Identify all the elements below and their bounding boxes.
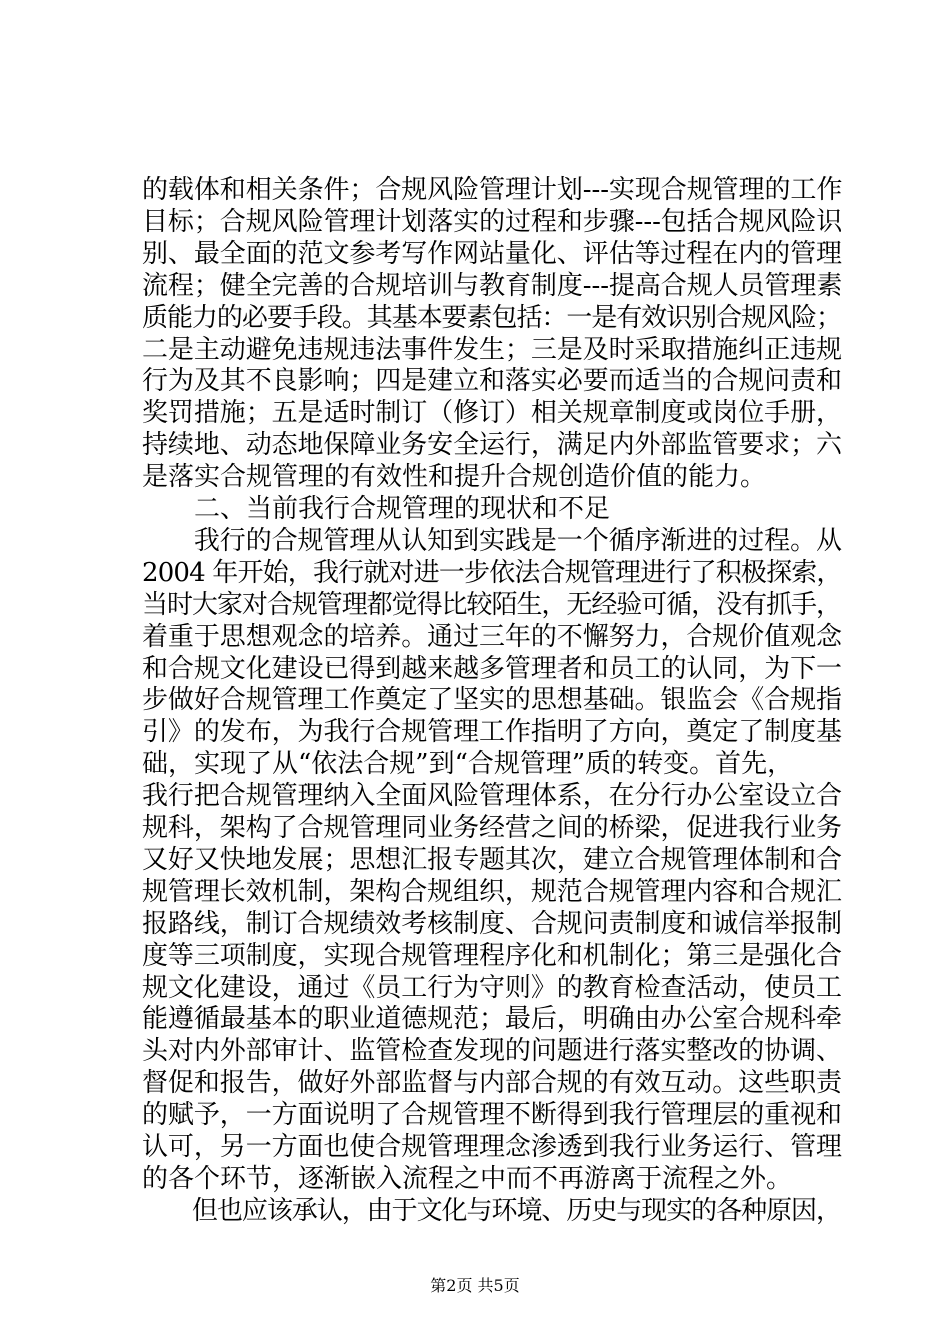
text-line: 规管理长效机制，架构合规组织，规范合规管理内容和合规汇 xyxy=(142,876,842,907)
text-line: 奖罚措施；五是适时制订（修订）相关规章制度或岗位手册， xyxy=(142,398,842,429)
text-line: 础，实现了从“依法合规”到“合规管理”质的转变。首先， xyxy=(142,749,794,780)
text-line: 的载体和相关条件；合规风险管理计划---实现合规管理的工作 xyxy=(142,175,842,205)
text-line: 别、最全面的范文参考写作网站量化、评估等过程在内的管理 xyxy=(142,238,842,269)
text-line: 规科，架构了合规管理同业务经营之间的桥梁，促进我行业务 xyxy=(142,813,842,843)
text-line: 能遵循最基本的职业道德规范；最后，明确由办公室合规科牵 xyxy=(142,1004,842,1035)
text-line: 着重于思想观念的培养。通过三年的不懈努力，合规价值观念 xyxy=(142,621,842,652)
text-line: 认可，另一方面也使合规管理理念渗透到我行业务运行、管理 xyxy=(142,1132,842,1162)
text-line: 又好又快地发展；思想汇报专题其次，建立合规管理体制和合 xyxy=(142,844,842,875)
text-line: 流程；健全完善的合规培训与教育制度---提高合规人员管理素 xyxy=(142,270,842,301)
text-line: 但也应该承认，由于文化与环境、历史与现实的各种原因， xyxy=(142,1195,841,1226)
text-line: 持续地、动态地保障业务安全运行，满足内外部监管要求；六 xyxy=(142,430,842,461)
text-line: 2004 年开始，我行就对进一步依法合规管理进行了积极探索， xyxy=(142,557,842,588)
text-line: 目标；合规风险管理计划落实的过程和步骤---包括合规风险识 xyxy=(142,206,842,237)
text-line: 头对内外部审计、监管检查发现的问题进行落实整改的协调、 xyxy=(142,1036,842,1067)
text-line: 的各个环节，逐渐嵌入流程之中而不再游离于流程之外。 xyxy=(142,1163,793,1194)
text-line: 是落实合规管理的有效性和提升合规创造价值的能力。 xyxy=(142,462,767,493)
page-footer: 第2页 共5页 xyxy=(430,1276,520,1295)
text-line: 当时大家对合规管理都觉得比较陌生，无经验可循，没有抓手， xyxy=(142,589,841,620)
text-line: 质能力的必要手段。其基本要素包括：一是有效识别合规风险； xyxy=(142,302,841,333)
text-line: 引》的发布，为我行合规管理工作指明了方向，奠定了制度基 xyxy=(142,717,842,748)
text-line: 规文化建设，通过《员工行为守则》的教育检查活动，使员工 xyxy=(142,972,842,1003)
text-line: 步做好合规管理工作奠定了坚实的思想基础。银监会《合规指 xyxy=(142,685,842,716)
text-line: 的赋予，一方面说明了合规管理不断得到我行管理层的重视和 xyxy=(142,1100,842,1131)
text-line: 我行把合规管理纳入全面风险管理体系，在分行办公室设立合 xyxy=(142,781,842,812)
text-line: 度等三项制度，实现合规管理程序化和机制化；第三是强化合 xyxy=(142,940,842,971)
text-line: 二、当前我行合规管理的现状和不足 xyxy=(142,494,611,524)
text-line: 行为及其不良影响；四是建立和落实必要而适当的合规问责和 xyxy=(142,366,842,397)
text-line: 二是主动避免违规违法事件发生；三是及时采取措施纠正违规 xyxy=(142,334,842,365)
text-line: 督促和报告，做好外部监督与内部合规的有效互动。这些职责 xyxy=(142,1068,842,1099)
text-line: 和合规文化建设已得到越来越多管理者和员工的认同，为下一 xyxy=(142,653,842,684)
text-line: 报路线，制订合规绩效考核制度、合规问责制度和诚信举报制 xyxy=(142,908,842,939)
text-line: 我行的合规管理从认知到实践是一个循序渐进的过程。从 xyxy=(142,525,842,556)
